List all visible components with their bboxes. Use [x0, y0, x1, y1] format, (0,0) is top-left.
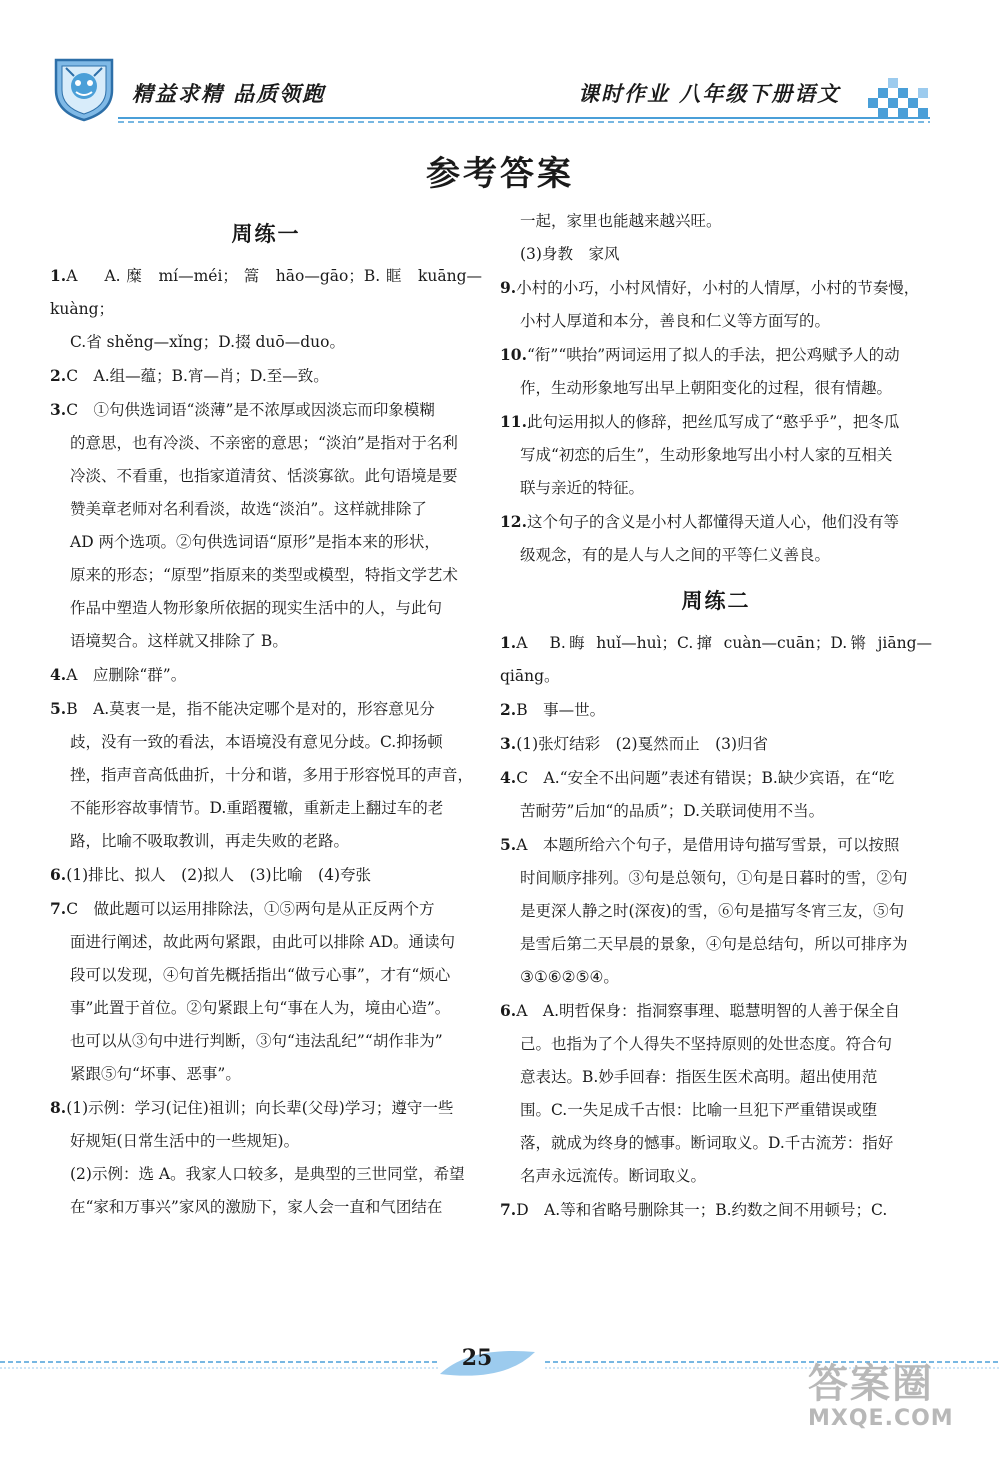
answer-line: 写成“初恋的后生”，生动形象地写出小村人家的互相关 [520, 446, 893, 464]
answer-item [500, 271, 932, 305]
answer-line: AD 两个选项。②句供选词语“原形”是指本来的形状， [70, 533, 440, 551]
answer-column-left [50, 205, 482, 1224]
answer-text: D A.等和省略号删除其一；B.约数之间不用顿号；C. [516, 1201, 888, 1219]
answer-number: 10. [500, 345, 527, 364]
answer-line: 名声永远流传。断词取义。 [520, 1167, 707, 1185]
answer-line: 原来的形态；“原型”指原来的类型或模型，特指文学艺术 [70, 566, 458, 584]
answer-number: 12. [500, 512, 527, 531]
answer-number: 6. [50, 865, 67, 884]
answer-line: (2)示例：选 A。我家人口较多，是典型的三世同堂，希望 [70, 1165, 465, 1183]
answer-item [500, 693, 932, 727]
answer-number: 1. [50, 266, 67, 285]
answer-text: (1)张灯结彩 (2)戛然而止 (3)归省 [516, 735, 769, 753]
answer-text: A 应删除“群”。 [66, 666, 187, 684]
school-crest-icon [52, 56, 116, 122]
page-header [0, 0, 1000, 130]
answer-line: 挫，指声音高低曲折，十分和谐，多用于形容悦耳的声音， [70, 766, 474, 784]
answer-text: B 事—世。 [516, 701, 606, 719]
answer-line: ③①⑥②⑤④。 [520, 968, 619, 986]
answer-line: 围。C.一失足成千古恨：比喻一旦犯下严重错误或堕 [520, 1101, 878, 1119]
answer-number: 4. [50, 665, 67, 684]
answer-item [50, 1091, 482, 1125]
answer-text: (1)示例：学习(记住)祖训；向长辈(父母)学习；遵守一些 [66, 1099, 454, 1117]
answer-number: 3. [500, 734, 517, 753]
answer-text: C 做此题可以运用排除法，①⑤两句是从正反两个方 [66, 900, 435, 918]
answer-line: 联与亲近的特征。 [520, 479, 645, 497]
answer-line: 路，比喻不吸取教训，再走失败的老路。 [70, 832, 350, 850]
answer-item [500, 338, 932, 372]
answer-number: 7. [50, 899, 67, 918]
answer-item [50, 658, 482, 692]
answer-line: 的意思，也有冷淡、不亲密的意思；“淡泊”是指对于名利 [70, 434, 458, 452]
answer-line: 是更深人静之时(深夜)的雪，⑥句是描写冬宵三友，⑤句 [520, 902, 905, 920]
answer-line: C.省 shěng—xǐng；D.掇 duō—duo。 [70, 333, 345, 351]
answer-text: A A.明哲保身：指洞察事理、聪慧明智的人善于保全自 [516, 1002, 901, 1020]
answer-number: 5. [50, 699, 67, 718]
answer-text: B A.莫衷一是，指不能决定哪个是对的，形容意见分 [66, 700, 435, 718]
answer-item [50, 858, 482, 892]
answer-number: 3. [50, 400, 67, 419]
checker-decoration [868, 74, 928, 118]
answer-line: 苦耐劳”后加“的品质”；D.关联词使用不当。 [520, 802, 825, 820]
answer-line: 作品中塑造人物形象所依据的现实生活中的人，与此句 [70, 599, 443, 617]
answer-line: 冷淡、不看重，也指家道清贫、恬淡寡欲。此句语境是要 [70, 467, 458, 485]
answer-item [500, 505, 932, 539]
answer-text: (1)排比、拟人 (2)拟人 (3)比喻 (4)夸张 [66, 866, 372, 884]
header-rule [118, 116, 930, 124]
answer-line: 是雪后第二天早晨的景象，④句是总结句，所以可排序为 [520, 935, 908, 953]
answer-item [500, 1193, 932, 1227]
answer-item [500, 626, 932, 693]
answer-text: C A.组—蕴；B.宵—肖；D.至—致。 [66, 367, 329, 385]
answer-number: 4. [500, 768, 517, 787]
header-slogan-right: 课时作业 八年级下册语文 [578, 81, 841, 106]
answer-item [50, 692, 482, 726]
answer-line: 语境契合。这样就又排除了 B。 [70, 632, 288, 650]
answer-number: 9. [500, 278, 517, 297]
answer-number: 2. [50, 366, 67, 385]
answer-line: 也可以从③句中进行判断，③句“违法乱纪”“胡作非为” [70, 1032, 443, 1050]
answer-line: (3)身教 家风 [520, 245, 620, 263]
answer-text: 小村的小巧，小村风情好，小村的人情厚，小村的节奏慢， [516, 279, 920, 297]
answer-number: 8. [50, 1098, 67, 1117]
answer-number: 5. [500, 835, 517, 854]
answer-item [50, 259, 482, 326]
answer-line: 意表达。B.妙手回春：指医生医术高明。超出使用范 [520, 1068, 878, 1086]
answer-line: 段可以发现，④句首先概括指出“做亏心事”，才有“烦心 [70, 966, 451, 984]
page-title: 参考答案 [426, 154, 574, 194]
watermark [808, 1362, 954, 1432]
watermark-url: MXQE.COM [808, 1406, 954, 1431]
answer-item [500, 994, 932, 1028]
answer-line: 歧，没有一致的看法，本语境没有意见分歧。C.抑扬顿 [70, 733, 443, 751]
answer-line: 赞美章老师对名利看淡，故选“淡泊”。这样就排除了 [70, 500, 427, 518]
answer-item [500, 727, 932, 761]
answer-text: 此句运用拟人的修辞，把丝瓜写成了“憨乎乎”，把冬瓜 [526, 413, 900, 431]
answer-line: 级观念，有的是人与人之间的平等仁义善良。 [520, 546, 831, 564]
answer-line: 事”此置于首位。②句紧跟上句“事在人为，境由心造”。 [70, 999, 451, 1017]
answer-text: A A.糜 mí—méi；篙 hāo—gāo；B.眶 kuāng—kuàng； [50, 267, 482, 318]
answer-number: 7. [500, 1200, 517, 1219]
answer-line: 落，就成为终身的憾事。断词取义。D.千古流芳：指好 [520, 1134, 894, 1152]
answer-text: “衔”“哄抬”两词运用了拟人的手法，把公鸡赋予人的动 [526, 346, 900, 364]
answer-line: 不能形容故事情节。D.重蹈覆辙，重新走上翻过车的老 [70, 799, 444, 817]
answer-text: A B.晦 huǐ—huì；C.撺 cuàn—cuān；D.锵 jiāng—qiāng。 [500, 634, 932, 685]
answer-number: 1. [500, 633, 517, 652]
answer-line: 面进行阐述，故此两句紧跟，由此可以排除 AD。通读句 [70, 933, 456, 951]
answer-line: 一起，家里也能越来越兴旺。 [520, 212, 722, 230]
answer-item [500, 405, 932, 439]
answer-line: 己。也指为了个人得失不坚持原则的处世态度。符合句 [520, 1035, 893, 1053]
answer-line: 紧跟⑤句“坏事、恶事”。 [70, 1065, 241, 1083]
answer-line: 作，生动形象地写出早上朝阳变化的过程，很有情趣。 [520, 379, 893, 397]
answer-line: 小村人厚道和本分，善良和仁义等方面写的。 [520, 312, 831, 330]
section-heading: 周练一 [231, 221, 301, 246]
header-slogan-left: 精益求精 品质领跑 [132, 81, 326, 106]
answer-item [50, 892, 482, 926]
answer-line: 好规矩(日常生活中的一些规矩)。 [70, 1132, 300, 1150]
watermark-logo-text: 答案圈 [808, 1361, 934, 1407]
answer-number: 6. [500, 1001, 517, 1020]
answer-item [50, 359, 482, 393]
answer-text: C A.“安全不出问题”表述有错误；B.缺少宾语，在“吃 [516, 769, 895, 787]
answer-number: 2. [500, 700, 517, 719]
answer-text: A 本题所给六个句子，是借用诗句描写雪景，可以按照 [516, 836, 900, 854]
page-number: 25 [461, 1345, 493, 1371]
answer-line: 时间顺序排列。③句是总领句，①句是日暮时的雪，②句 [520, 869, 908, 887]
answer-number: 11. [500, 412, 527, 431]
answer-text: 这个句子的含义是小村人都懂得天道人心，他们没有等 [526, 513, 899, 531]
answer-line: 在“家和万事兴”家风的激励下，家人会一直和气团结在 [70, 1198, 443, 1216]
section-heading: 周练二 [681, 588, 751, 613]
answer-item [50, 393, 482, 427]
answer-column-right [500, 205, 932, 1227]
answer-item [500, 761, 932, 795]
answer-item [500, 828, 932, 862]
answer-text: C ①句供选词语“淡薄”是不浓厚或因淡忘而印象模糊 [66, 401, 435, 419]
